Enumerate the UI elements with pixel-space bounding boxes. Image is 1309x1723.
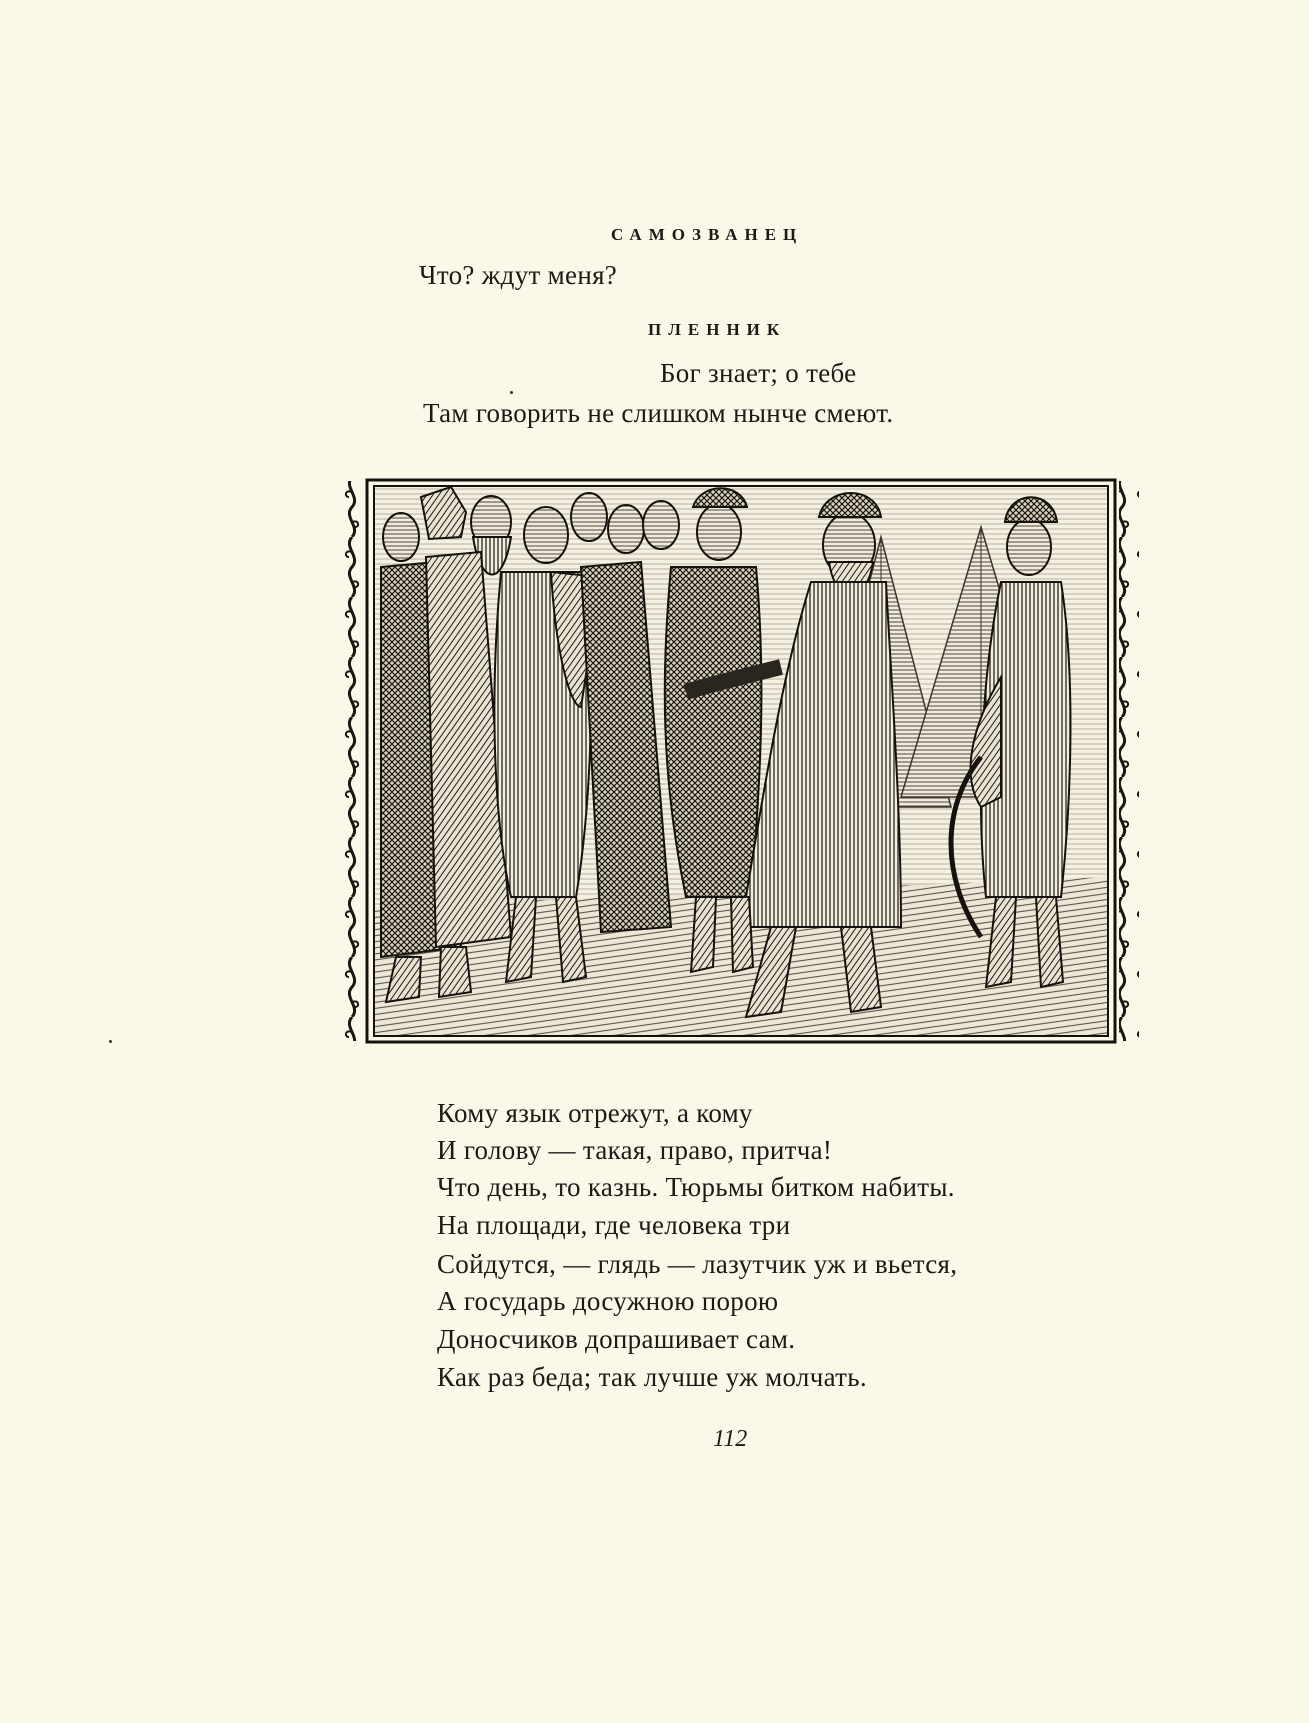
engraving-illustration (341, 477, 1141, 1047)
speaker-name-prisoner: ПЛЕННИК (648, 320, 787, 339)
verse-line: А государь досужною порою (437, 1286, 779, 1316)
dialogue-line: Там говорить не слишком нынче смеют. (423, 398, 894, 428)
verse-line: Доносчиков допрашивает сам. (437, 1324, 796, 1354)
verse-line: На площади, где человека три (437, 1210, 791, 1240)
page-number: 112 (713, 1426, 748, 1452)
speaker-name-impostor: САМОЗВАНЕЦ (611, 225, 804, 244)
verse-line: Как раз беда; так лучше уж молчать. (437, 1362, 867, 1392)
dialogue-line: Бог знает; о тебе (660, 358, 857, 388)
dialogue-line: Что? ждут меня? (419, 260, 618, 290)
verse-line: И голову — такая, право, притча! (437, 1135, 833, 1165)
paper-speck (109, 1040, 112, 1043)
verse-line: Сойдутся, — глядь — лазутчик уж и вьется, (437, 1249, 958, 1279)
verse-line: Что день, то казнь. Тюрьмы битком набиты. (437, 1172, 955, 1202)
paper-speck (510, 391, 513, 394)
verse-line: Кому язык отрежут, а кому (437, 1098, 753, 1128)
